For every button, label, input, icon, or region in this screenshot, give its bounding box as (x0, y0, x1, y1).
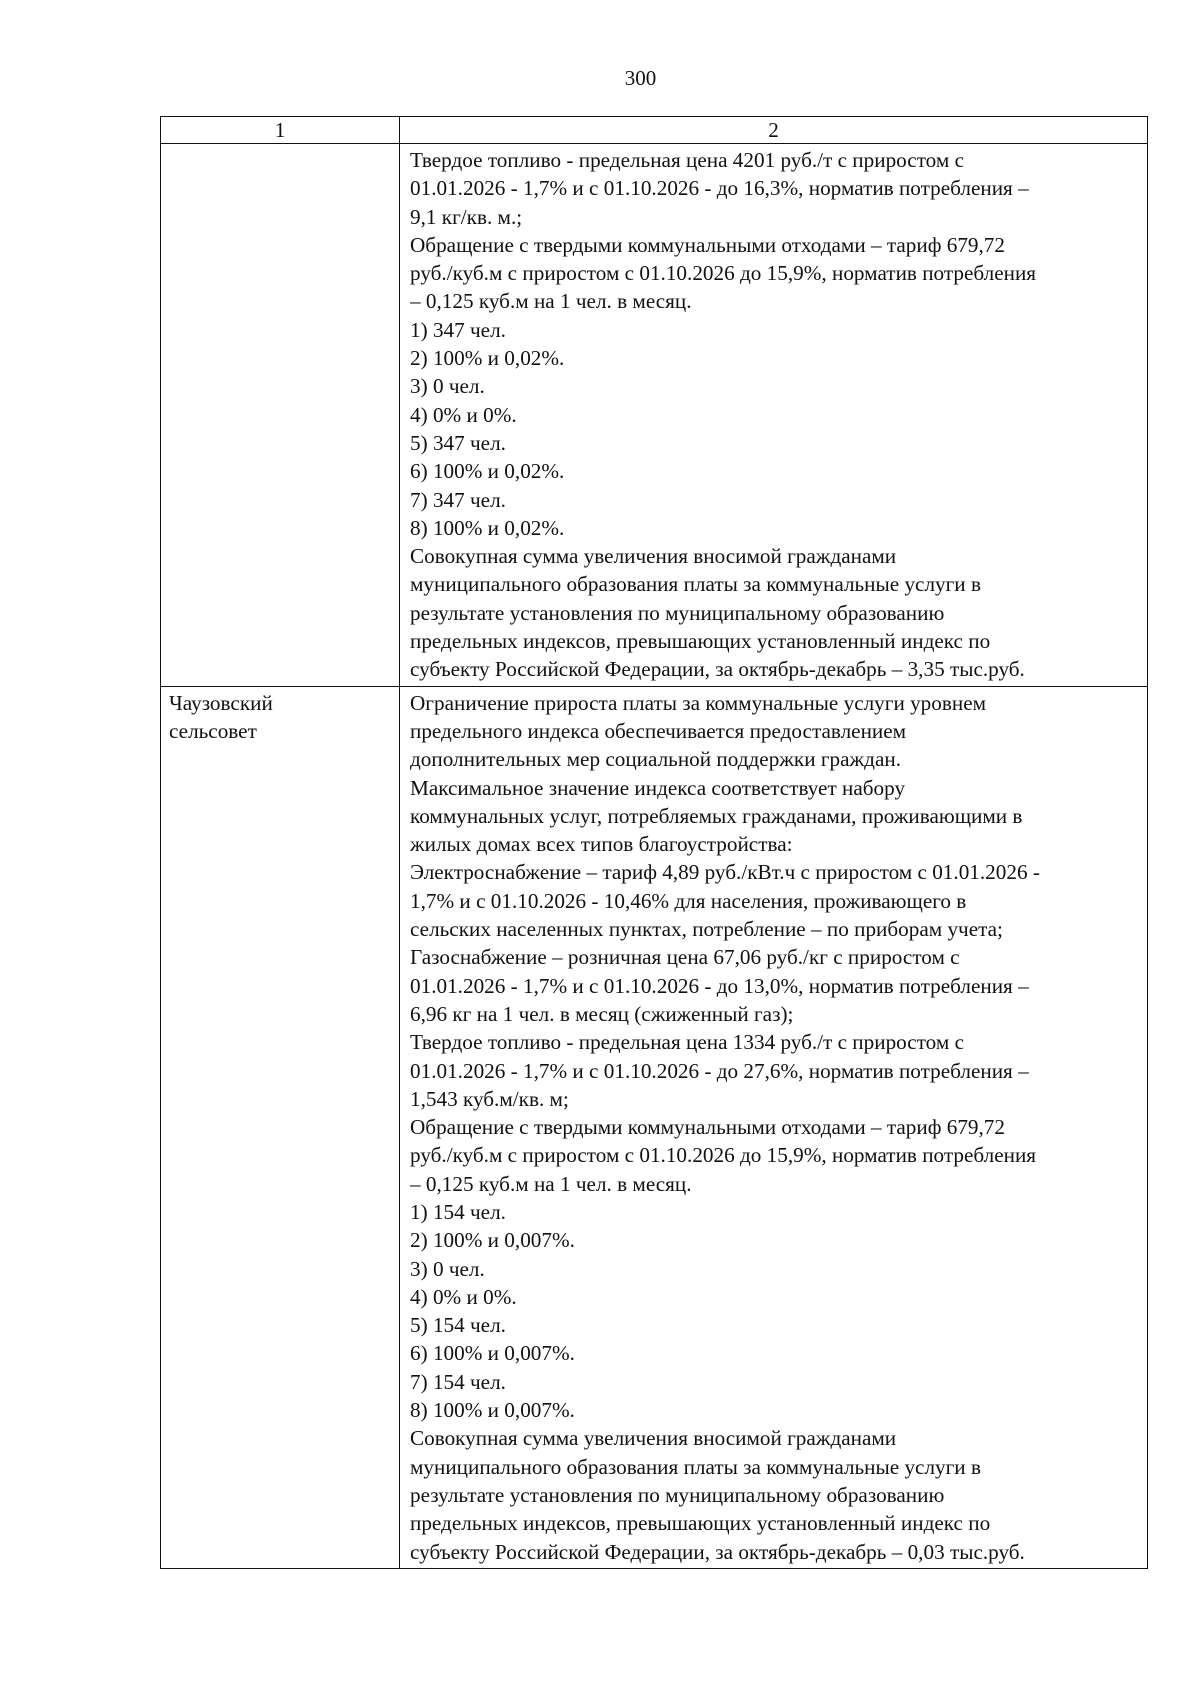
text-line: 4) 0% и 0%. (410, 402, 517, 427)
text-line: 7) 347 чел. (410, 487, 506, 512)
text-line: 1) 347 чел. (410, 317, 506, 342)
text-line: 1) 154 чел. (410, 1199, 506, 1224)
text-line: Максимальное значение индекса соответствует набору (410, 775, 906, 800)
text-line: 01.01.2026 - 1,7% и с 01.10.2026 - до 16,3%, норматив потребления – (410, 176, 1029, 201)
text-line: Обращение с твердыми коммунальными отходами – тариф 679,72 (410, 1115, 1005, 1140)
text-line: коммунальных услуг, потребляемых гражданами, проживающими в (410, 803, 1023, 828)
text-line: 01.01.2026 - 1,7% и с 01.10.2026 - до 13,0%, норматив потребления – (410, 973, 1029, 998)
text-line: Совокупная сумма увеличения вносимой гражданами (410, 1426, 897, 1451)
table-row (161, 686, 1148, 1568)
table-header-row (161, 117, 1148, 144)
description-cell (400, 686, 1148, 1568)
municipality-name-cell (161, 144, 400, 687)
text-line: – 0,125 куб.м на 1 чел. в месяц. (410, 1171, 692, 1196)
municipality-name-line: Чаузовский (169, 690, 273, 715)
text-line: Совокупная сумма увеличения вносимой гражданами (410, 544, 897, 569)
column-header-1: 1 (161, 117, 400, 144)
text-line: 1,7% и с 01.10.2026 - 10,46% для населения, проживающего в (410, 888, 967, 913)
text-line: субъекту Российской Федерации, за октябрь-декабрь – 3,35 тыс.руб. (410, 657, 1025, 682)
text-line: 9,1 кг/кв. м.; (410, 204, 523, 229)
page-number: 300 (624, 66, 657, 90)
text-line: 01.01.2026 - 1,7% и с 01.10.2026 - до 27,6%, норматив потребления – (410, 1058, 1029, 1083)
text-line: 6,96 кг на 1 чел. в месяц (сжиженный газ); (410, 1001, 794, 1026)
text-line: предельных индексов, превышающих установленный индекс по (410, 629, 991, 654)
text-line: 4) 0% и 0%. (410, 1284, 517, 1309)
text-line: – 0,125 куб.м на 1 чел. в месяц. (410, 289, 692, 314)
text-line: Ограничение прироста платы за коммунальные услуги уровнем (410, 690, 987, 715)
text-line: предельного индекса обеспечивается предоставлением (410, 718, 907, 743)
text-line: 5) 347 чел. (410, 430, 506, 455)
text-line: 1,543 куб.м/кв. м; (410, 1086, 569, 1111)
text-line: муниципального образования платы за коммунальные услуги в (410, 1454, 981, 1479)
text-line: результате установления по муниципальному образованию (410, 600, 945, 625)
text-line: Электроснабжение – тариф 4,89 руб./кВт.ч с приростом с 01.01.2026 - (410, 860, 1040, 885)
text-line: предельных индексов, превышающих установленный индекс по (410, 1511, 991, 1536)
text-line: Обращение с твердыми коммунальными отходами – тариф 679,72 (410, 232, 1005, 257)
text-line: Твердое топливо - предельная цена 1334 руб./т с приростом с (410, 1030, 964, 1055)
text-line: 2) 100% и 0,02%. (410, 346, 565, 371)
municipality-name-line: сельсовет (169, 718, 257, 743)
text-line: результате установления по муниципальному образованию (410, 1482, 945, 1507)
text-line: 8) 100% и 0,02%. (410, 515, 565, 540)
description-cell (400, 144, 1148, 687)
text-line: 7) 154 чел. (410, 1369, 506, 1394)
municipality-name-cell (161, 686, 400, 1568)
text-line: 6) 100% и 0,02%. (410, 459, 565, 484)
text-line: 8) 100% и 0,007%. (410, 1398, 575, 1423)
column-header-2: 2 (400, 117, 1148, 144)
text-line: руб./куб.м с приростом с 01.10.2026 до 15,9%, норматив потребления (410, 261, 1037, 286)
text-line: 3) 0 чел. (410, 374, 485, 399)
text-line: руб./куб.м с приростом с 01.10.2026 до 15,9%, норматив потребления (410, 1143, 1037, 1168)
text-line: 2) 100% и 0,007%. (410, 1228, 575, 1253)
text-line: дополнительных мер социальной поддержки граждан. (410, 747, 902, 772)
text-line: жилых домах всех типов благоустройства: (410, 832, 793, 857)
text-line: 5) 154 чел. (410, 1313, 506, 1338)
text-line: муниципального образования платы за коммунальные услуги в (410, 572, 981, 597)
text-line: Твердое топливо - предельная цена 4201 руб./т с приростом с (410, 148, 964, 172)
text-line: субъекту Российской Федерации, за октябрь-декабрь – 0,03 тыс.руб. (410, 1539, 1025, 1564)
document-table (160, 116, 1148, 1569)
text-line: Газоснабжение – розничная цена 67,06 руб./кг с приростом с (410, 945, 960, 970)
table-row (161, 144, 1148, 687)
text-line: сельских населенных пунктах, потребление – по приборам учета; (410, 917, 1003, 942)
text-line: 6) 100% и 0,007%. (410, 1341, 575, 1366)
text-line: 3) 0 чел. (410, 1256, 485, 1281)
